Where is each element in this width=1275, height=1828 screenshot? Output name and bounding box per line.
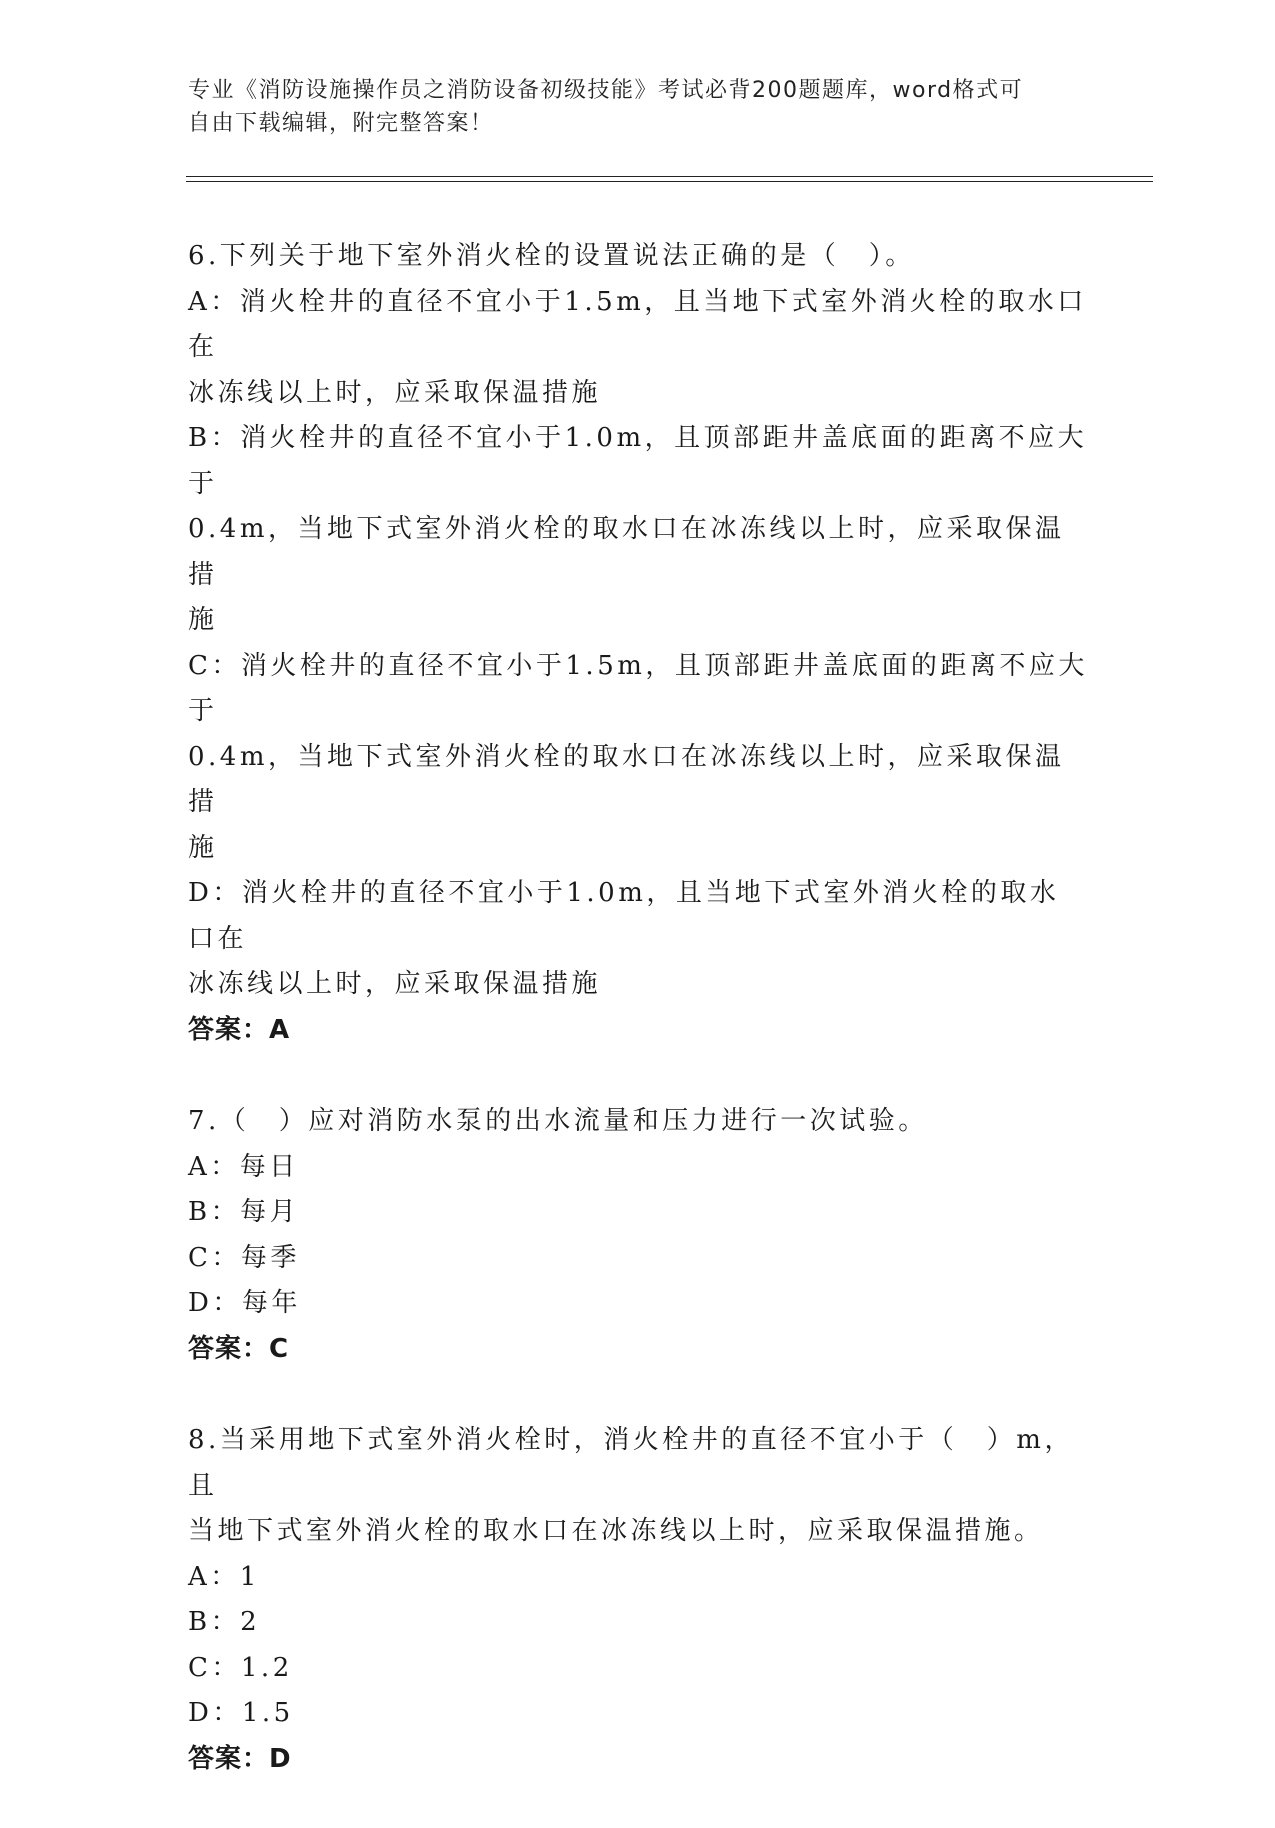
document-header [188,74,1088,140]
option-b-line-1: B：消火栓井的直径不宜小于1.0m，且顶部距井盖底面的距离不应大于 [188,423,1088,499]
question-list [188,234,1088,1828]
answer-label: 答案：C [188,1333,290,1364]
option-c: C：1.2 [188,1652,293,1683]
option-b: B：每月 [188,1197,300,1227]
option-d-line-1: D：消火栓井的直径不宜小于1.0m，且当地下式室外消火栓的取水口在 [188,878,1060,954]
option-a-line-2: 冰冻线以上时，应采取保温措施 [188,377,602,408]
option-c-line-1: C：消火栓井的直径不宜小于1.5m，且顶部距井盖底面的距离不应大于 [188,650,1088,726]
question-stem-line-2: 当地下式室外消火栓的取水口在冰冻线以上时，应采取保温措施。 [188,1516,1044,1546]
header-line-1: 专业《消防设施操作员之消防设备初级技能》考试必背200题题库，word格式可 [188,78,1024,103]
option-a: A：1 [188,1561,260,1592]
option-a: A：每日 [188,1151,299,1182]
option-b-line-3: 施 [188,605,218,635]
question-stem: 6.下列关于地下室外消火栓的设置说法正确的是（ ）。 [188,241,915,271]
answer-label: 答案：D [188,1743,292,1774]
question-stem-line-1: 8.当采用地下式室外消火栓时，消火栓井的直径不宜小于（ ）m，且 [188,1425,1074,1501]
option-c-line-2: 0.4m，当地下式室外消火栓的取水口在冰冻线以上时，应采取保温措 [188,741,1065,817]
question-7 [188,1099,1088,1372]
option-b: B：2 [188,1607,261,1637]
option-d: D：每年 [188,1288,301,1318]
header-divider-bottom [186,181,1153,182]
option-a-line-1: A：消火栓井的直径不宜小于1.5m，且当地下式室外消火栓的取水口在 [188,286,1087,362]
question-stem: 7.（ ）应对消防水泵的出水流量和压力进行一次试验。 [188,1106,928,1136]
option-c-line-3: 施 [188,832,218,863]
answer-label: 答案：A [188,1014,291,1045]
question-6 [188,234,1088,1053]
option-b-line-2: 0.4m，当地下式室外消火栓的取水口在冰冻线以上时，应采取保温措 [188,514,1065,590]
question-8 [188,1418,1088,1782]
option-d: D：1.5 [188,1698,294,1728]
header-divider-top [186,176,1153,177]
option-c: C：每季 [188,1242,300,1273]
option-d-line-2: 冰冻线以上时，应采取保温措施 [188,969,602,999]
header-line-2: 自由下载编辑，附完整答案！ [188,111,494,136]
